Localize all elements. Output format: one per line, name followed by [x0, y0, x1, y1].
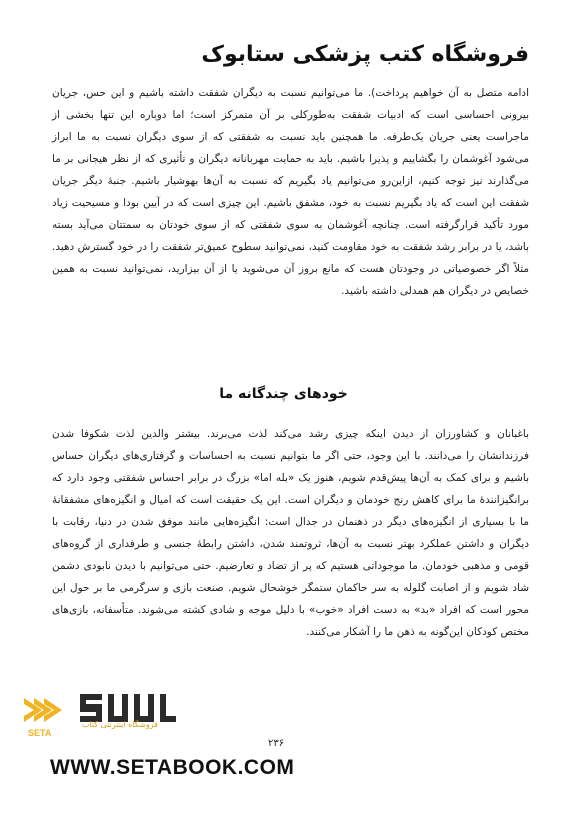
seta-logo-icon — [20, 690, 220, 740]
paragraph-text: ادامه متصل به آن خواهیم پرداخت). ما می‌توانیم نسبت به دیگران شفقت داشته باشیم و این حس، جریان بیرونی احساسی است که ادبیات شفقت به‌طورکلی بر آن متمرکز است؛ اما دوباره این تنها بخشی از ماجراست یعنی جریان یک‌طرفه. ما همچنین باید نسبت به شفقتی که از سوی دیگران نسبت به ما ابراز می‌شود آغوشمان را بگشاییم و پذیرا باشیم. باید به حمایت مهربانانه دیگران و تأثیری که از نظر هیجانی بر ما می‌گذارند نیز توجه کنیم، ازاین‌رو می‌توانیم یاد بگیریم که نسبت به آن‌ها بهوشیار باشیم. جنبهٔ دیگر جریان شفقت این است که یاد بگیریم نسبت به خود، مشفق باشیم. این چیزی است که در آیین بودا و مسیحیت زیاد مورد تأکید قرارگرفته است. چنانچه آغوشمان به سوی شفقتی که از سوی خودتان به سمتتان می‌آید بسته باشد، یا در برابر رشد شفقت به خود مقاومت کنید، نمی‌توانید سطوح عمیق‌تر شفقت را در خود گسترش دهید. مثلاً اگر خصوصیاتی در وجودتان هست که مانع بروز آن می‌شوید یا از آن بیزارید، نمی‌توانید نسبت به همین خصایص در دیگران هم همدلی داشته باشید. — [52, 87, 529, 297]
section-heading: خودهای چندگانه ما — [219, 386, 348, 402]
website-url[interactable]: WWW.SETABOOK.COM — [50, 756, 295, 779]
page-number: ۲۳۶ — [268, 738, 285, 749]
paragraph-text: باغبانان و کشاورزان از دیدن اینکه چیزی رشد می‌کند لذت می‌برند. بیشتر والدین لذت شکوفا شدن فرزندانشان را می‌دانند. با این وجود، حتی اگر ما بتوانیم نسبت به احساسات و گرفتاری‌های دیگران حساس باشیم و برای کمک به آن‌ها پیش‌قدم شویم، هنوز یک «بله اما» بزرگ در برابر احساس شفقتی وجود دارد که برانگیزانندهٔ ما برای کاهش رنج خودمان و دیگران است. این یک حقیقت است که امیال و انگیزه‌های مشفقانهٔ ما با بسیاری از انگیزه‌های دیگر در ذهنمان در جدال است: انگیزه‌هایی مانند موفق شدن در دنیا، رقابت با دیگران و داشتن عملکرد بهتر نسبت به آن‌ها، ثروتمند شدن، داشتن رابطهٔ جنسی و طرفداری از گروه‌های قومی و مذهبی خودمان. ما موجوداتی هستیم که پر از تضاد و تعارضیم. حتی می‌توانیم با دیدن نابودی دشمن شاد شویم و از اصابت گلوله به سر حاکمان ستمگر خوشحال شویم. صنعت بازی و سرگرمی ما بر حول این محور است که افراد «بد» به دست افراد «خوب» با دلیل موجه و شادی کشته می‌شوند. متأسفانه، بازی‌های مختص کودکان این‌گونه به ذهن ما را آشکار می‌کنند. — [52, 428, 529, 638]
page-title: فروشگاه کتب پزشکی ستابوک — [201, 42, 529, 67]
logo-brand-text: SETA — [28, 728, 52, 738]
logo-tagline: فروشگاه اینترنتی کتاب — [81, 720, 158, 729]
body-paragraph-2 — [52, 423, 529, 643]
setabook-logo — [20, 690, 220, 740]
body-paragraph-1 — [52, 82, 529, 302]
